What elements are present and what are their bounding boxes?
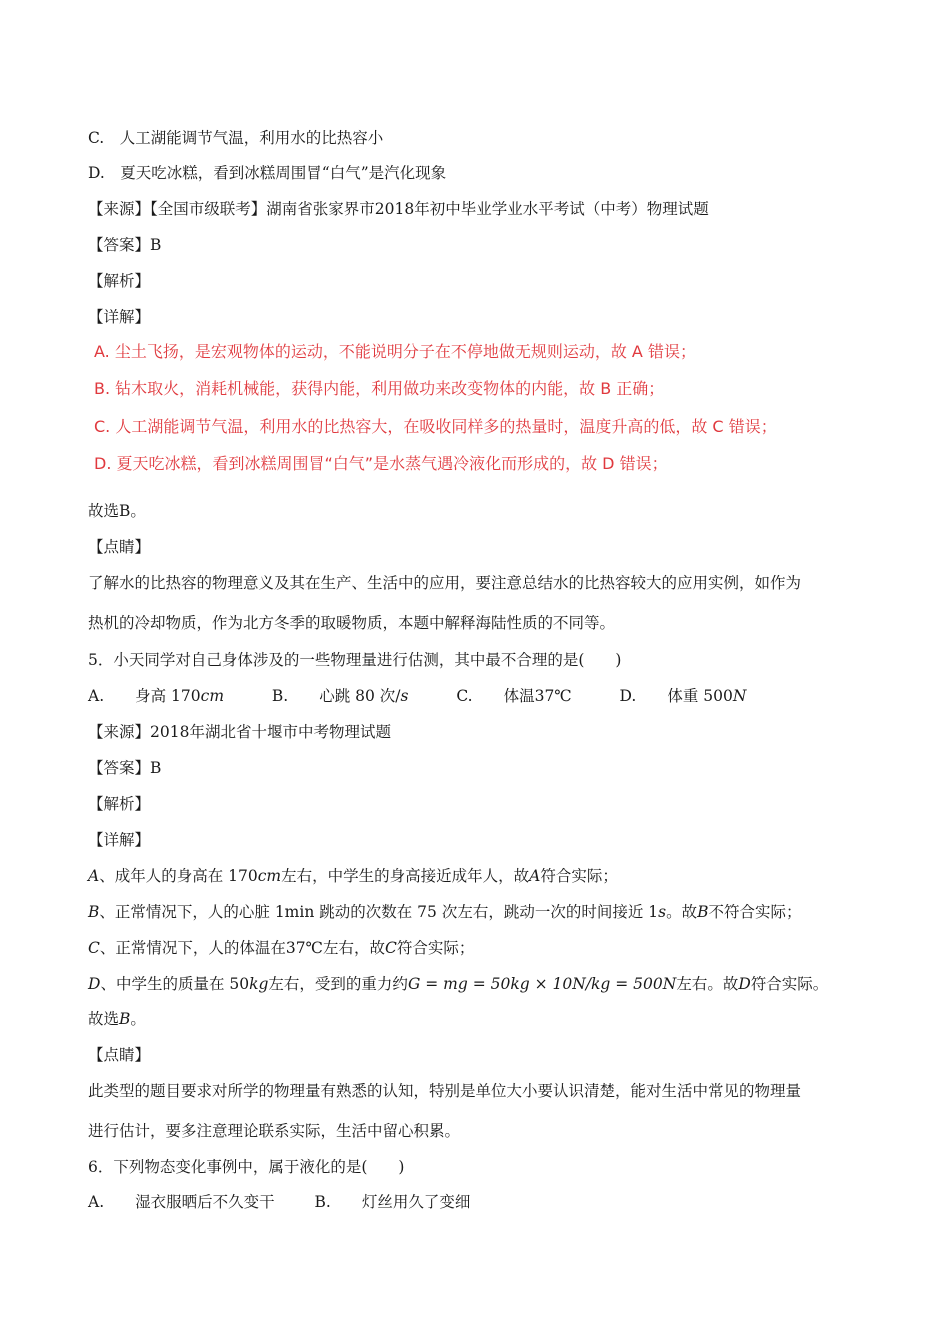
q5-comment-line1: 此类型的题目要求对所学的物理量有熟悉的认知，特别是单位大小要认识清楚，能对生活中常见的物理量	[88, 1082, 802, 1100]
q5-option-a: A. 身高 170cm	[88, 687, 225, 705]
q5-source: 【来源】2018年湖北省十堰市中考物理试题	[88, 723, 391, 741]
q5-options	[88, 686, 746, 706]
q4-comment-heading: 【点睛】	[88, 538, 151, 556]
q5-choose: 故选B。	[88, 1010, 146, 1028]
q5-detail-d: D、中学生的质量在 50kg左右，受到的重力约G = mg = 50kg × 10N/kg = 500N左右。故D符合实际。	[88, 975, 829, 993]
q5-answer: 【答案】B	[88, 759, 162, 777]
q4-detail-c: C. 人工湖能调节气温，利用水的比热容大，在吸收同样多的热量时，温度升高的低，故 C 错误；	[94, 417, 777, 436]
q5-option-c: C. 体温37℃	[456, 687, 572, 705]
q5-option-d: D. 体重 500N	[619, 687, 747, 705]
q4-choose: 故选B。	[88, 502, 146, 520]
gravity-formula: G = mg = 50kg × 10N/kg = 500N	[407, 975, 677, 993]
q4-comment-line2: 热机的冷却物质，作为北方冬季的取暖物质，本题中解释海陆性质的不同等。	[88, 614, 616, 632]
q4-comment-line1: 了解水的比热容的物理意义及其在生产、生活中的应用，要注意总结水的比热容较大的应用实例，如作为	[88, 574, 802, 592]
q6-options	[88, 1192, 470, 1212]
q6-option-a: A. 湿衣服晒后不久变干	[88, 1193, 275, 1211]
q5-detail-a: A、成年人的身高在 170cm左右，中学生的身高接近成年人，故A符合实际；	[88, 867, 618, 885]
q5-detail-b: B、正常情况下，人的心脏 1min 跳动的次数在 75 次左右，跳动一次的时间接近 1s。故B不符合实际；	[88, 903, 802, 921]
q5-detail-c: C、正常情况下，人的体温在37℃左右，故C符合实际；	[88, 939, 475, 957]
q5-comment-heading: 【点睛】	[88, 1046, 151, 1064]
q4-analysis-heading: 【解析】	[88, 272, 151, 290]
q4-option-c: C. 人工湖能调节气温，利用水的比热容小	[88, 129, 384, 147]
q5-comment-line2: 进行估计，要多注意理论联系实际，生活中留心积累。	[88, 1122, 461, 1140]
q4-option-d: D. 夏天吃冰糕，看到冰糕周围冒“白气”是汽化现象	[88, 164, 447, 182]
q5-option-b: B. 心跳 80 次/s	[271, 687, 409, 705]
q5-stem: 5．小天同学对自己身体涉及的一些物理量进行估测，其中最不合理的是( )	[88, 651, 622, 669]
q4-detail-heading: 【详解】	[88, 308, 151, 326]
q4-detail-a: A. 尘土飞扬，是宏观物体的运动，不能说明分子在不停地做无规则运动，故 A 错误；	[94, 342, 696, 361]
q4-detail-d: D. 夏天吃冰糕，看到冰糕周围冒“白气”是水蒸气遇冷液化而形成的，故 D 错误；	[94, 454, 668, 473]
q4-source: 【来源】【全国市级联考】湖南省张家界市2018年初中毕业学业水平考试（中考）物理试题	[88, 200, 709, 218]
q6-stem: 6．下列物态变化事例中，属于液化的是( )	[88, 1158, 405, 1176]
q5-detail-heading: 【详解】	[88, 831, 151, 849]
q6-option-b: B. 灯丝用久了变细	[314, 1193, 471, 1211]
q4-answer: 【答案】B	[88, 236, 162, 254]
q5-analysis-heading: 【解析】	[88, 795, 151, 813]
q4-detail-b: B. 钻木取火，消耗机械能，获得内能，利用做功来改变物体的内能，故 B 正确；	[94, 379, 665, 398]
